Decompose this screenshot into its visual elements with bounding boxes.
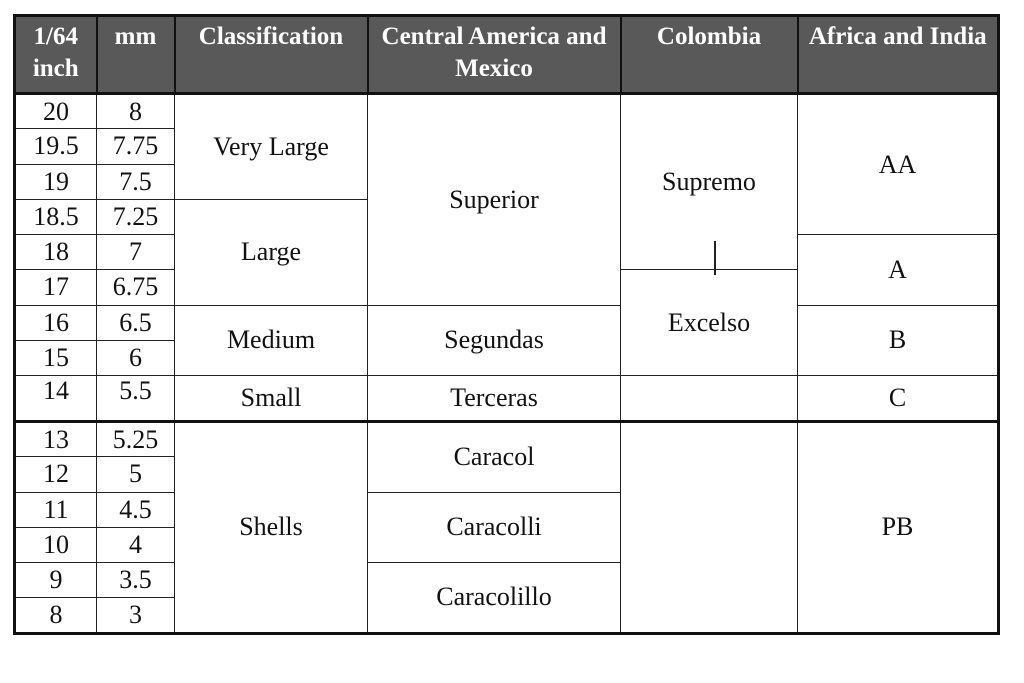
af-c: C <box>798 376 999 422</box>
co-supremo: Supremo <box>621 94 798 270</box>
size-inch: 12 <box>15 457 97 492</box>
size-inch: 13 <box>15 422 97 457</box>
size-inch: 14 <box>15 376 97 422</box>
size-inch: 8 <box>15 598 97 633</box>
cell-divider-tick <box>714 241 716 275</box>
size-mm: 7 <box>97 235 175 270</box>
class-small: Small <box>175 376 368 422</box>
table-row <box>15 422 999 457</box>
header-colombia: Colombia <box>621 16 798 94</box>
co-blank-cell <box>621 422 798 634</box>
af-a: A <box>798 235 999 306</box>
header-mm: mm <box>97 16 175 94</box>
header-row <box>15 16 999 94</box>
class-medium: Medium <box>175 305 368 376</box>
size-mm: 5 <box>97 457 175 492</box>
af-aa: AA <box>798 94 999 235</box>
size-mm: 5.5 <box>97 376 175 422</box>
size-inch: 19.5 <box>15 129 97 164</box>
coffee-bean-grade-table <box>13 14 1000 635</box>
table-row <box>15 305 999 340</box>
header-classification: Classification <box>175 16 368 94</box>
size-mm: 3 <box>97 598 175 633</box>
co-blank-cell <box>621 376 798 422</box>
size-mm: 6.75 <box>97 270 175 305</box>
af-pb: PB <box>798 422 999 634</box>
size-mm: 8 <box>97 94 175 129</box>
size-mm: 7.75 <box>97 129 175 164</box>
size-mm: 7.25 <box>97 199 175 234</box>
ca-superior: Superior <box>368 94 621 306</box>
header-central-america-mexico: Central America and Mexico <box>368 16 621 94</box>
header-inch: 1/64 inch <box>15 16 97 94</box>
ca-caracol: Caracol <box>368 422 621 493</box>
ca-caracolillo: Caracolillo <box>368 563 621 634</box>
size-inch: 18 <box>15 235 97 270</box>
size-mm: 3.5 <box>97 563 175 598</box>
size-inch: 9 <box>15 563 97 598</box>
size-mm: 7.5 <box>97 164 175 199</box>
size-mm: 5.25 <box>97 422 175 457</box>
co-excelso: Excelso <box>621 270 798 376</box>
size-inch: 11 <box>15 492 97 527</box>
header-africa-india: Africa and India <box>798 16 999 94</box>
size-mm: 6.5 <box>97 305 175 340</box>
size-inch: 10 <box>15 527 97 562</box>
ca-caracolli: Caracolli <box>368 492 621 563</box>
size-mm: 4.5 <box>97 492 175 527</box>
size-mm: 4 <box>97 527 175 562</box>
class-very-large: Very Large <box>175 94 368 200</box>
ca-segundas: Segundas <box>368 305 621 376</box>
class-large: Large <box>175 199 368 305</box>
size-inch: 18.5 <box>15 199 97 234</box>
size-inch: 15 <box>15 340 97 375</box>
table-row <box>15 94 999 129</box>
af-b: B <box>798 305 999 376</box>
table-row <box>15 376 999 422</box>
size-inch: 19 <box>15 164 97 199</box>
size-inch: 17 <box>15 270 97 305</box>
size-inch: 16 <box>15 305 97 340</box>
ca-terceras: Terceras <box>368 376 621 422</box>
size-mm: 6 <box>97 340 175 375</box>
class-shells: Shells <box>175 422 368 634</box>
size-inch: 20 <box>15 94 97 129</box>
